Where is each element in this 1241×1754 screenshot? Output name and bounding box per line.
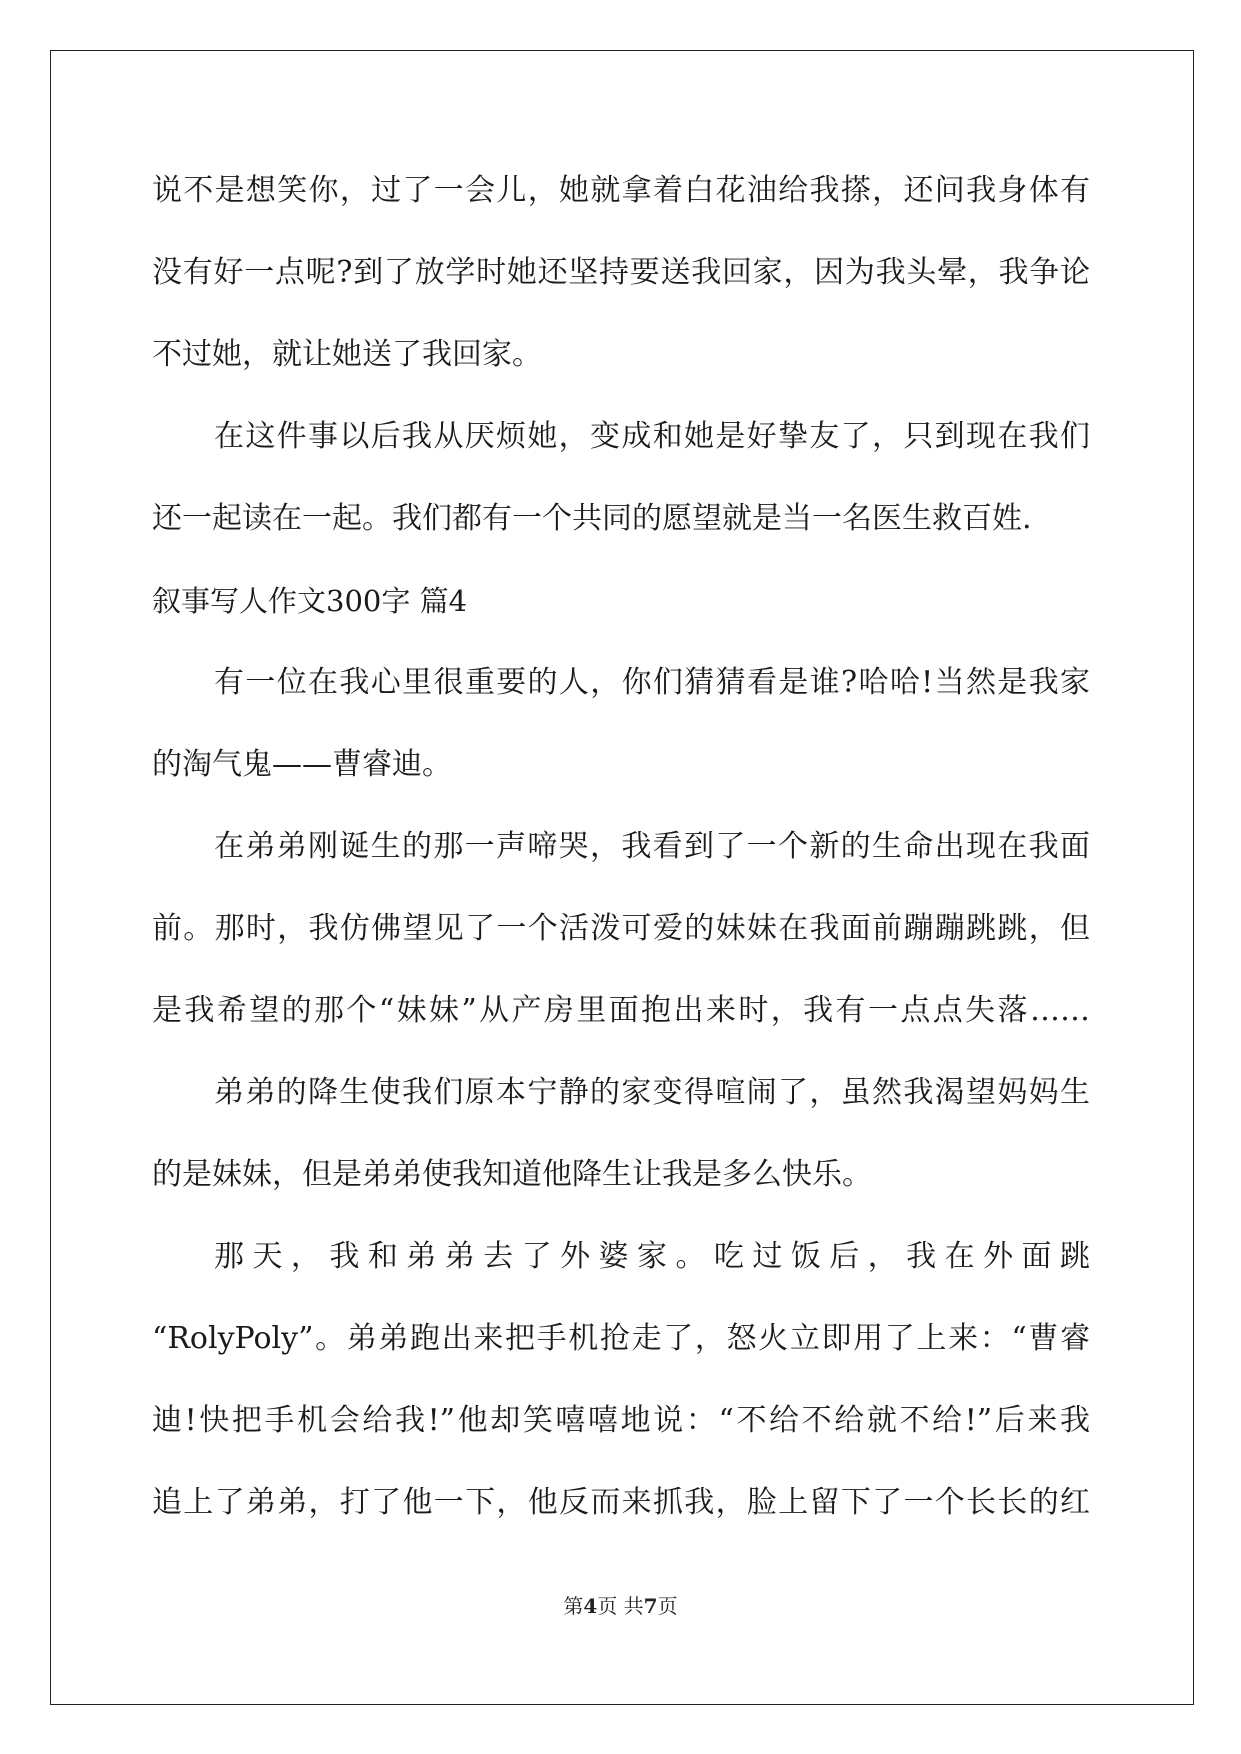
text-line-2: 没有好一点呢?到了放学时她还坚持要送我回家，因为我头晕，我争论 — [152, 255, 1090, 290]
text-line-4: 在这件事以后我从厌烦她，变成和她是好挚友了，只到现在我们 — [214, 419, 1090, 454]
text-line-17: 追上了弟弟，打了他一下，他反而来抓我，脸上留下了一个长长的红 — [152, 1485, 1090, 1520]
text-line-11: 是我希望的那个“妹妹”从产房里面抱出来时，我有一点点失落…… — [152, 993, 1090, 1028]
text-line-15: “RolyPoly”。弟弟跑出来把手机抢走了，怒火立即用了上来：“曹睿 — [152, 1321, 1090, 1356]
text-line-14: 那天，我和弟弟去了外婆家。吃过饭后，我在外面跳 — [214, 1239, 1090, 1274]
text-line-9: 在弟弟刚诞生的那一声啼哭，我看到了一个新的生命出现在我面 — [214, 829, 1090, 864]
document-body — [152, 150, 1090, 1544]
footer-suffix: 页 — [657, 1594, 678, 1618]
text-line-12: 弟弟的降生使我们原本宁静的家变得喧闹了，虽然我渴望妈妈生 — [214, 1075, 1090, 1110]
text-line-7: 有一位在我心里很重要的人，你们猜猜看是谁?哈哈!当然是我家 — [214, 665, 1090, 700]
text-line-8: 的淘气鬼——曹睿迪。 — [152, 747, 452, 782]
text-line-13: 的是妹妹，但是弟弟使我知道他降生让我是多么快乐。 — [152, 1157, 872, 1192]
text-line-5: 还一起读在一起。我们都有一个共同的愿望就是当一名医生救百姓. — [152, 501, 1032, 536]
footer-prefix: 第 — [563, 1594, 584, 1618]
footer-mid: 页 共 — [597, 1594, 644, 1618]
section-heading: 叙事写人作文300字 篇4 — [152, 584, 468, 618]
text-line-3: 不过她，就让她送了我回家。 — [152, 337, 542, 372]
text-line-16: 迪!快把手机会给我!”他却笑嘻嘻地说：“不给不给就不给!”后来我 — [152, 1403, 1090, 1438]
footer-page-number: 4 — [583, 1594, 598, 1618]
page-footer — [0, 1590, 1241, 1619]
footer-total-pages: 7 — [643, 1594, 658, 1618]
text-line-10: 前。那时，我仿佛望见了一个活泼可爱的妹妹在我面前蹦蹦跳跳，但 — [152, 911, 1090, 946]
text-line-1: 说不是想笑你，过了一会儿，她就拿着白花油给我搽，还问我身体有 — [152, 173, 1090, 208]
